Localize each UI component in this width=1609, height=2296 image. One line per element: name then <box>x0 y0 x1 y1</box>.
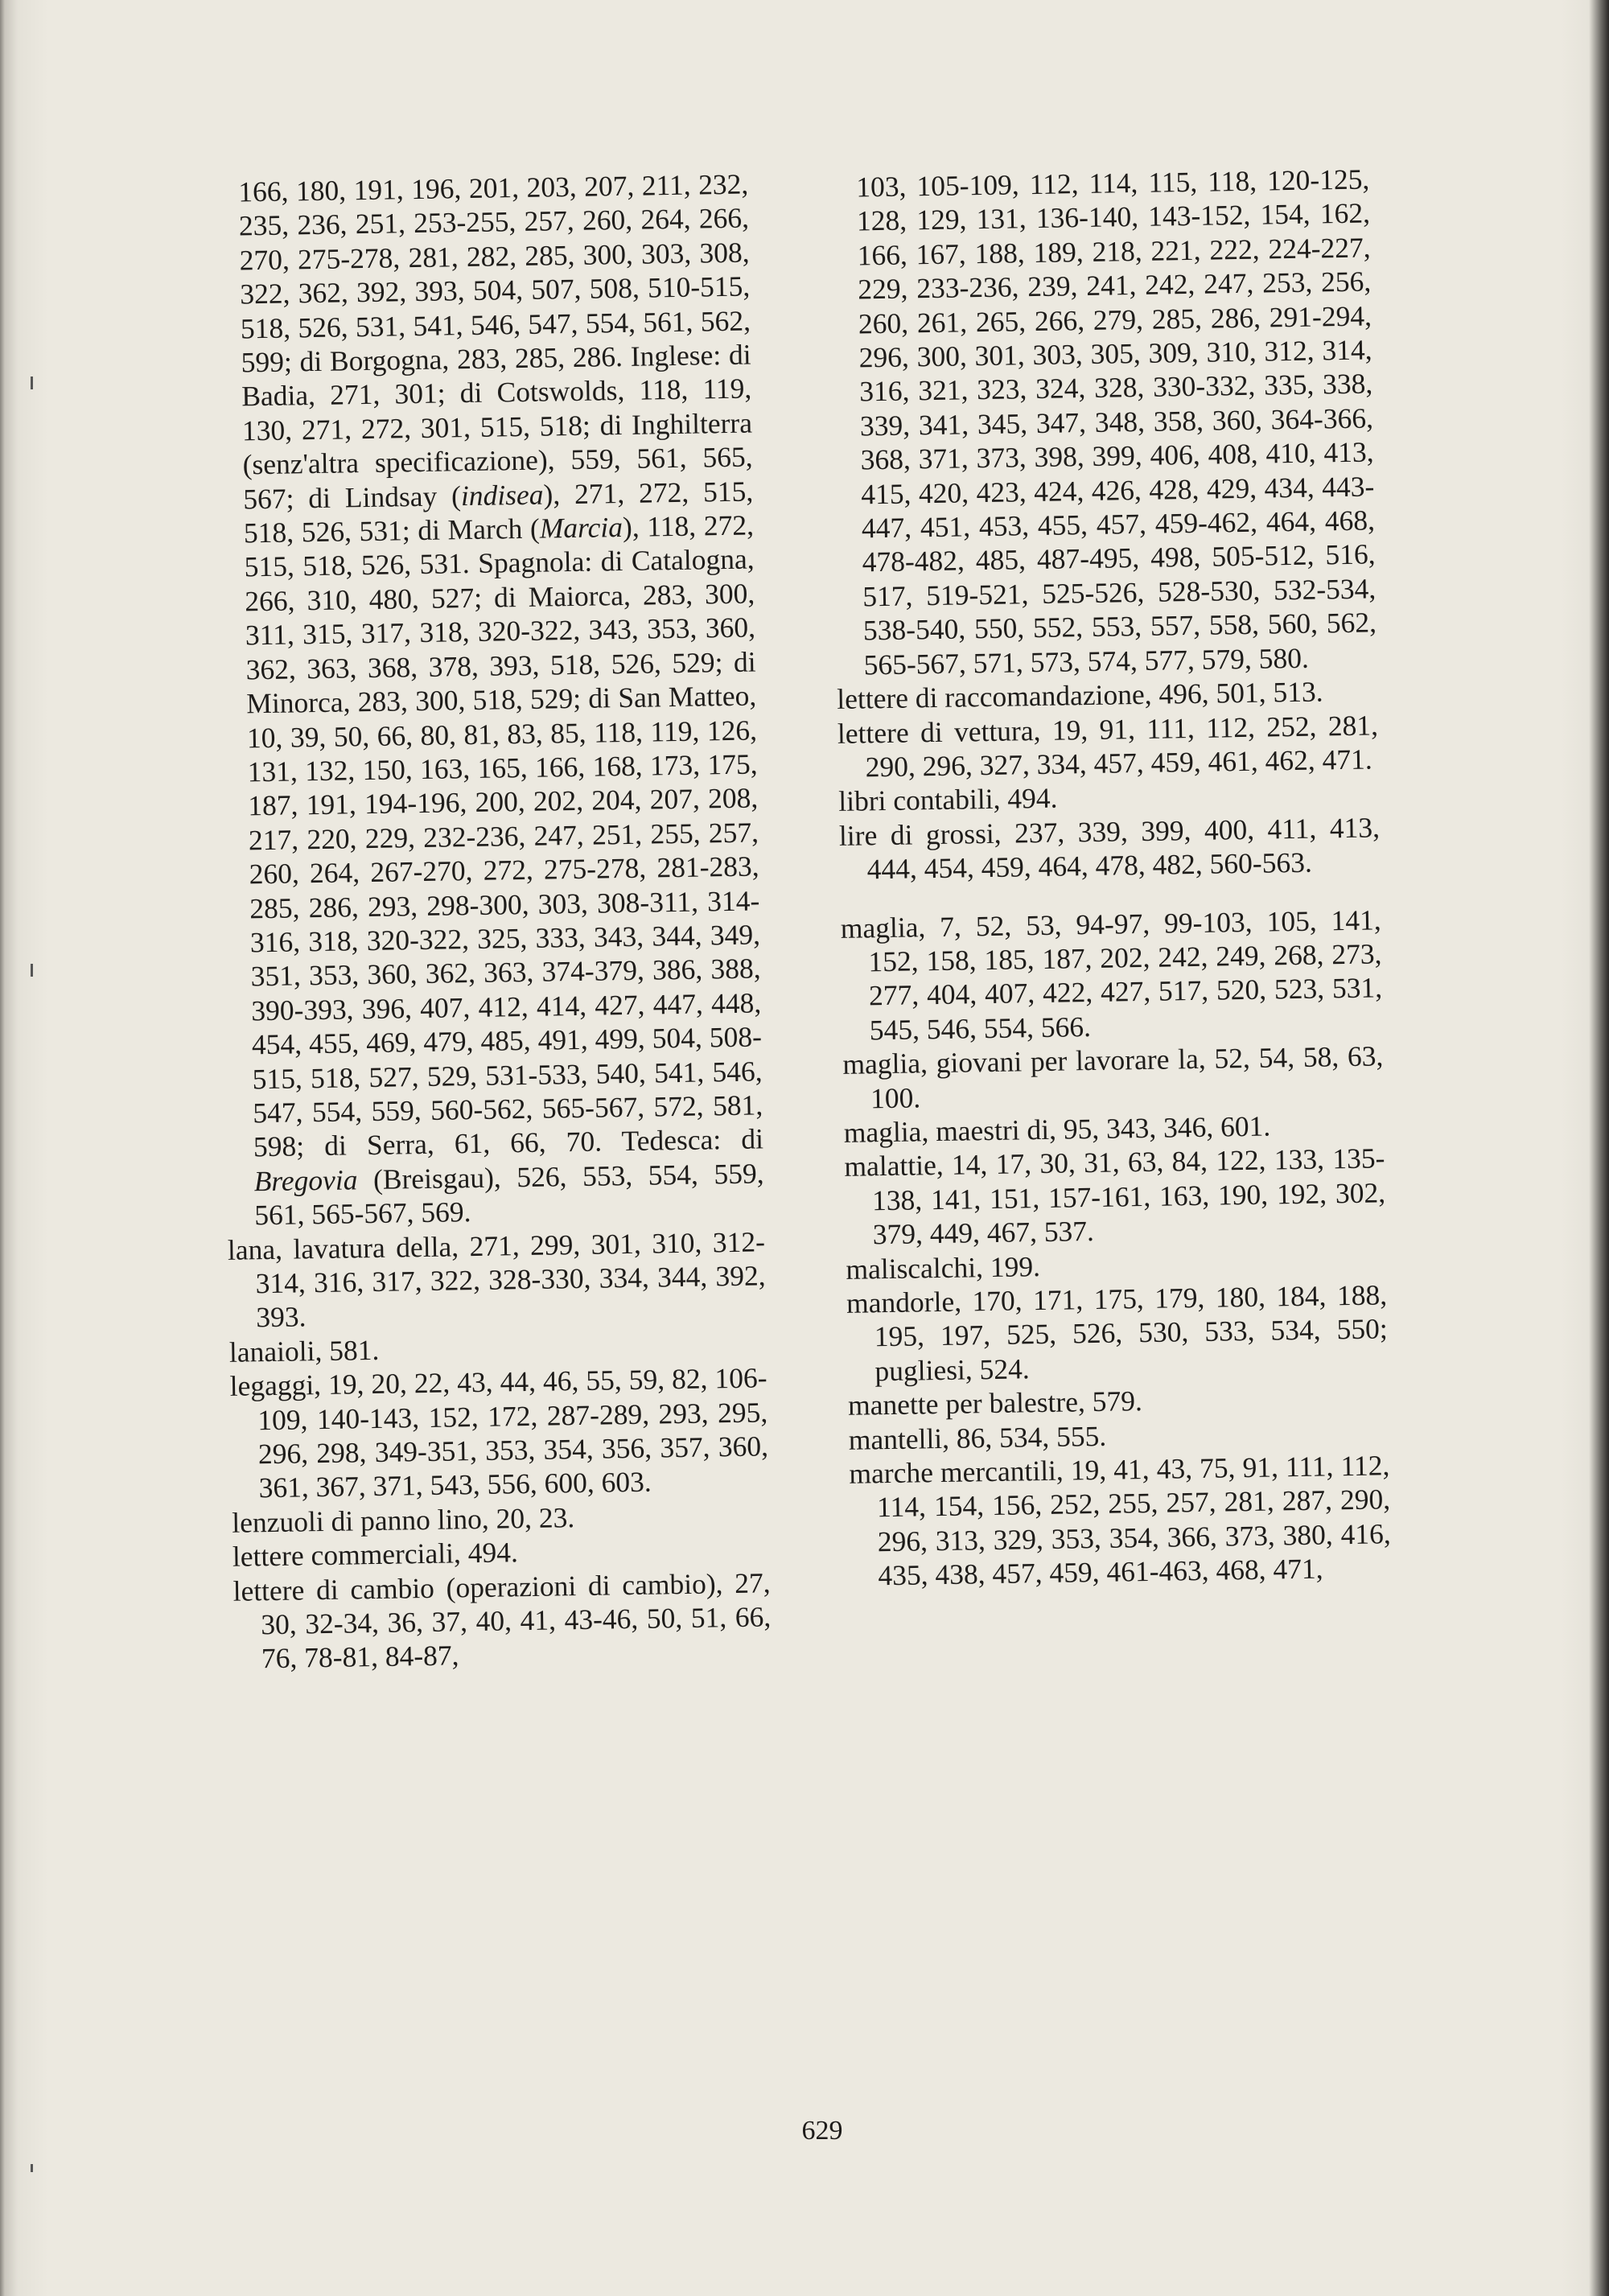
index-entry-continuation <box>211 167 765 1233</box>
index-entry: malattie, 14, 17, 30, 31, 63, 84, 122, 133, 135-138, 141, 151, 157-161, 163, 190, 192, 302, 379, 449, 467, 537. <box>844 1142 1386 1251</box>
index-entry: lettere di raccomandazione, 496, 501, 513. <box>837 675 1323 716</box>
index-entry: maglia, giovani per lavorare la, 52, 54, 58, 63, 100. <box>842 1039 1384 1114</box>
index-entry: maliscalchi, 199. <box>846 1249 1041 1286</box>
index-entry: lettere commerciali, 494. <box>232 1536 519 1574</box>
index-entry: marche mercantili, 19, 41, 43, 75, 91, 111, 112, 114, 154, 156, 252, 255, 257, 281, 287, 290, 296, 313, 329, 353, 354, 366, 373, 380, 416, 435, 438, 457, 459, 461-463, 468, 471, <box>849 1449 1392 1592</box>
page-edge-mark <box>31 376 33 389</box>
right-column <box>829 162 1392 1593</box>
index-entry: manette per balestre, 579. <box>847 1385 1143 1422</box>
page-edge-mark <box>31 964 33 977</box>
index-entry: maglia, maestri di, 95, 343, 346, 601. <box>843 1109 1271 1149</box>
entry-italic: Bregovia <box>253 1163 358 1198</box>
entry-text: ), 118, 272, 515, 518, 526, 531. Spagnola: di Catalogna, 266, 310, 480, 527; di Maiorca, 283, 300, 311, 315, 317, 318, 320-322, 343, 353, 360, 362, 363, 368, 378, 393, 518, 526, 529; di Minorca, 283, 300, 518, 529; di San Matteo, 10, 39, 50, 66, 80, 81, 83, 85, 118, 119, 126, 131, 132, 150, 163, 165, 166, 168, 173, 175, 187, 191, 194-196, 200, 202, 204, 207, 208, 217, 220, 229, 232-236, 247, 251, 255, 257, 260, 264, 267-270, 272, 275-278, 281-283, 285, 286, 293, 298-300, 303, 308-311, 314-316, 318, 320-322, 325, 333, 343, 344, 349, 351, 353, 360, 362, 363, 374-379, 386, 388, 390-393, 396, 407, 412, 414, 427, 447, 448, 454, 455, 469, 479, 485, 491, 499, 504, 508-515, 518, 527, 529, 531-533, 540, 541, 546, 547, 554, 559, 560-562, 565-567, 572, 581, 598; di Serra, 61, 66, 70. Tedesca: di <box>244 508 764 1163</box>
entry-italic: indisea <box>460 478 544 512</box>
entry-italic: Marcia <box>539 511 623 545</box>
entry-text: 166, 180, 191, 196, 201, 203, 207, 211, 232, 235, 236, 251, 253-255, 257, 260, 264, 266, 270, 275-278, 281, 282, 285, 300, 303, 308, 322, 362, 392, 393, 504, 507, 508, 510-515, 518, 526, 531, 541, 546, 547, 554, 561, 562, 599; di Borgogna, 283, 285, 286. Inglese: di Badia, 271, 301; di Cotswolds, 118, 119, 130, 271, 272, 301, 515, 518; di Inghilterra (senz'altra specificazione), 559, 561, 565, 567; di Lindsay ( <box>238 167 753 516</box>
index-entry: maglia, 7, 52, 53, 94-97, 99-103, 105, 141, 152, 158, 185, 187, 202, 242, 249, 268, 273, 277, 404, 407, 422, 427, 517, 520, 523, 531, 545, 546, 554, 566. <box>840 903 1383 1047</box>
index-entry: legaggi, 19, 20, 22, 43, 44, 46, 55, 59, 82, 106-109, 140-143, 152, 172, 287-289, 293, 295, 296, 298, 349-351, 353, 354, 356, 357, 360, 361, 367, 371, 543, 556, 600, 603. <box>229 1361 769 1504</box>
index-entry: lettere di vettura, 19, 91, 111, 112, 252, 281, 290, 296, 327, 334, 457, 459, 461, 462, 471. <box>837 708 1379 784</box>
index-entry: libri contabili, 494. <box>838 781 1058 818</box>
index-entry: mantelli, 86, 534, 555. <box>848 1419 1107 1456</box>
index-entry: mandorle, 170, 171, 175, 179, 180, 184, 188, 195, 197, 525, 526, 530, 533, 534, 550; pugliesi, 524. <box>846 1278 1389 1388</box>
index-entry: lana, lavatura della, 271, 299, 301, 310, 312-314, 316, 317, 322, 328-330, 334, 344, 392, 393. <box>227 1224 766 1334</box>
entry-text: (Breisgau), 526, 553, 554, 559, 561, 565-567, 569. <box>253 1157 764 1232</box>
page-number: 629 <box>801 2116 843 2146</box>
left-column <box>211 167 772 1677</box>
index-entry: lenzuoli di panno lino, 20, 23. <box>231 1500 575 1539</box>
index-entry: lanaioli, 581. <box>228 1333 380 1368</box>
entry-text: ), 271, 272, 515, 518, 526, 531; di March ( <box>243 475 754 549</box>
index-entry-continuation: 103, 105-109, 112, 114, 115, 118, 120-125, 128, 129, 131, 136-140, 143-152, 154, 162, 166, 167, 188, 189, 218, 221, 222, 224-227, 229, 233-236, 239, 241, 242, 247, 253, 256, 260, 261, 265, 266, 279, 285, 286, 291-294, 296, 300, 301, 303, 305, 309, 310, 312, 314, 316, 321, 323, 324, 328, 330-332, 335, 338, 339, 341, 345, 347, 348, 358, 360, 364-366, 368, 371, 373, 398, 399, 406, 408, 410, 413, 415, 420, 423, 424, 426, 428, 429, 434, 443-447, 451, 453, 455, 457, 459-462, 464, 468, 478-482, 485, 487-495, 498, 505-512, 516, 517, 519-521, 525-526, 528-530, 532-534, 538-540, 550, 552, 553, 557, 558, 560, 562, 565-567, 571, 573, 574, 577, 579, 580. <box>856 163 1377 681</box>
page-edge-mark <box>31 2164 33 2172</box>
index-entry: lettere di cambio (operazioni di cambio), 27, 30, 32-34, 36, 37, 40, 41, 43-46, 50, 51, 66, 76, 78-81, 84-87, <box>233 1566 772 1675</box>
index-entry: lire di grossi, 237, 339, 399, 400, 411, 413, 444, 454, 459, 464, 478, 482, 560-563. <box>838 811 1381 886</box>
